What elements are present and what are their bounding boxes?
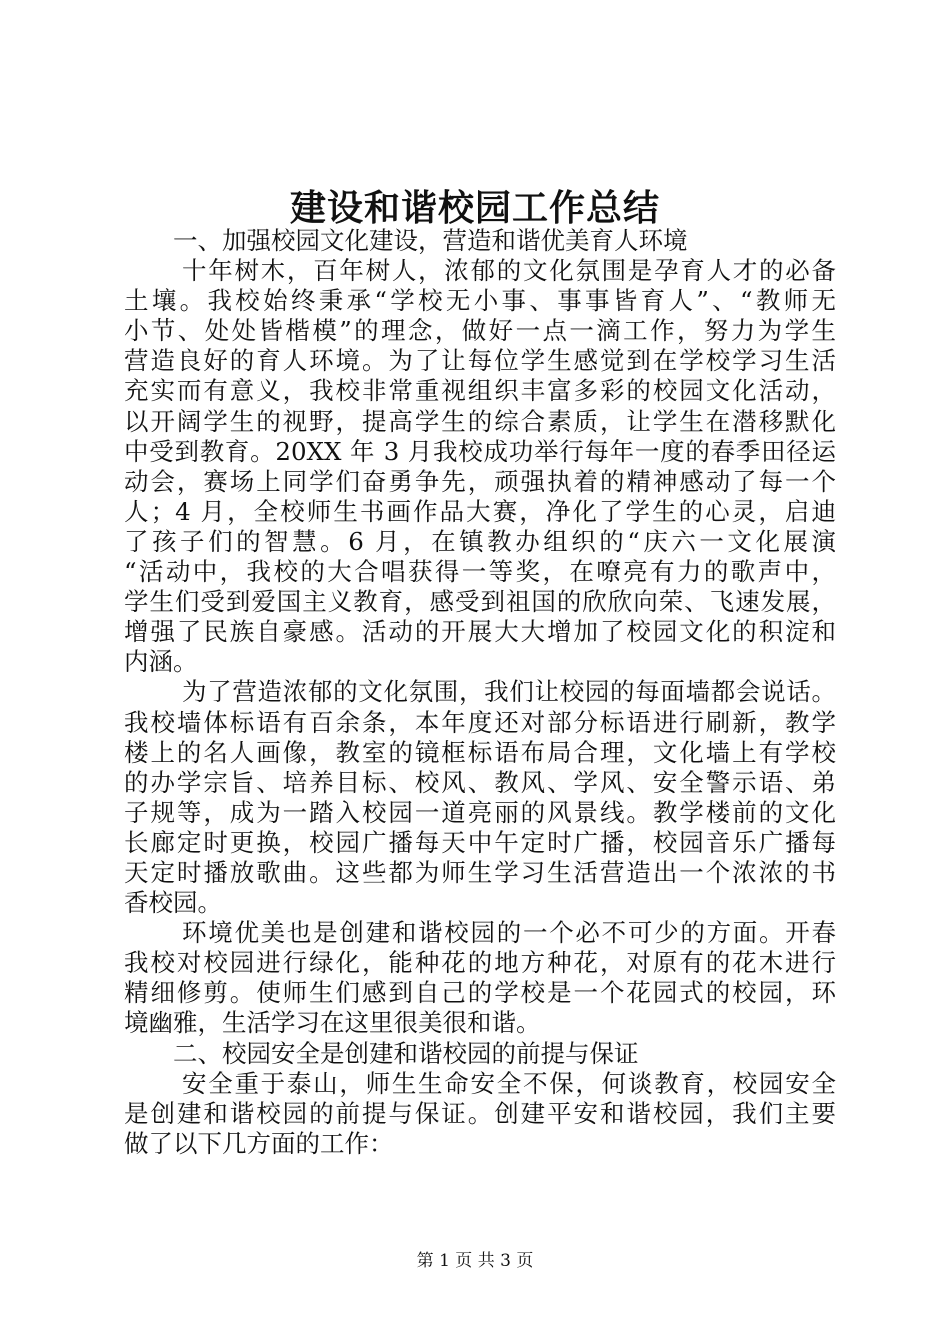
text-line: 内涵。 <box>124 647 198 677</box>
document-body <box>124 226 836 1159</box>
document-title: 建设和谐校园工作总结 <box>289 187 660 229</box>
text-line: 以开阔学生的视野，提高学生的综合素质，让学生在潜移默化 <box>124 406 836 436</box>
text-line: 学生们受到爱国主义教育，感受到祖国的欣欣向荣、飞速发展， <box>124 587 836 617</box>
text-line: 为了营造浓郁的文化氛围，我们让校园的每面墙都会说话。 <box>182 677 836 707</box>
text-line: 小节、处处皆楷模”的理念，做好一点一滴工作，努力为学生 <box>124 316 836 346</box>
text-line: 长廊定时更换，校园广播每天中午定时广播，校园音乐广播每 <box>124 827 836 857</box>
text-line: 子规等，成为一踏入校园一道亮丽的风景线。教学楼前的文化 <box>124 797 836 827</box>
text-line: 十年树木，百年树人，浓郁的文化氛围是孕育人才的必备 <box>182 256 836 286</box>
text-line: 境幽雅，生活学习在这里很美很和谐。 <box>124 1008 541 1038</box>
text-line: 是创建和谐校园的前提与保证。创建平安和谐校园，我们主要 <box>124 1098 836 1128</box>
text-line: 环境优美也是创建和谐校园的一个必不可少的方面。开春 <box>182 918 836 948</box>
text-line: 土壤。我校始终秉承“学校无小事、事事皆育人”、“教师无 <box>124 286 836 316</box>
text-line: 楼上的名人画像，教室的镜框标语布局合理，文化墙上有学校 <box>124 737 836 767</box>
text-line: 了孩子们的智慧。6 月，在镇教办组织的“庆六一文化展演 <box>124 526 836 556</box>
text-line: 做了以下几方面的工作： <box>124 1128 394 1158</box>
text-line: 精细修剪。使师生们感到自己的学校是一个花园式的校园，环 <box>124 978 836 1008</box>
text-line: 一、加强校园文化建设，营造和谐优美育人环境 <box>173 226 688 255</box>
text-line: 香校园。 <box>124 888 222 918</box>
text-line: 的办学宗旨、培养目标、校风、教风、学风、安全警示语、弟 <box>124 767 836 797</box>
text-line: 营造良好的育人环境。为了让每位学生感觉到在学校学习生活 <box>124 346 836 376</box>
text-line: 动会，赛场上同学们奋勇争先，顽强执着的精神感动了每一个 <box>124 466 836 496</box>
text-line: 安全重于泰山，师生生命安全不保，何谈教育，校园安全 <box>182 1068 836 1098</box>
text-line: 我校墙体标语有百余条，本年度还对部分标语进行刷新，教学 <box>124 707 836 737</box>
text-line: 二、校园安全是创建和谐校园的前提与保证 <box>173 1038 639 1068</box>
text-line: “活动中，我校的大合唱获得一等奖，在嘹亮有力的歌声中， <box>124 557 836 587</box>
text-line: 增强了民族自豪感。活动的开展大大增加了校园文化的积淀和 <box>124 617 836 647</box>
page-footer: 第 1 页 共 3 页 <box>416 1251 534 1271</box>
text-line: 我校对校园进行绿化，能种花的地方种花，对原有的花木进行 <box>124 948 836 978</box>
text-line: 天定时播放歌曲。这些都为师生学习生活营造出一个浓浓的书 <box>124 857 836 887</box>
text-line: 人；4 月，全校师生书画作品大赛，净化了学生的心灵，启迪 <box>124 496 836 526</box>
text-line: 中受到教育。20XX 年 3 月我校成功举行每年一度的春季田径运 <box>124 436 836 466</box>
text-line: 充实而有意义，我校非常重视组织丰富多彩的校园文化活动， <box>124 376 836 406</box>
